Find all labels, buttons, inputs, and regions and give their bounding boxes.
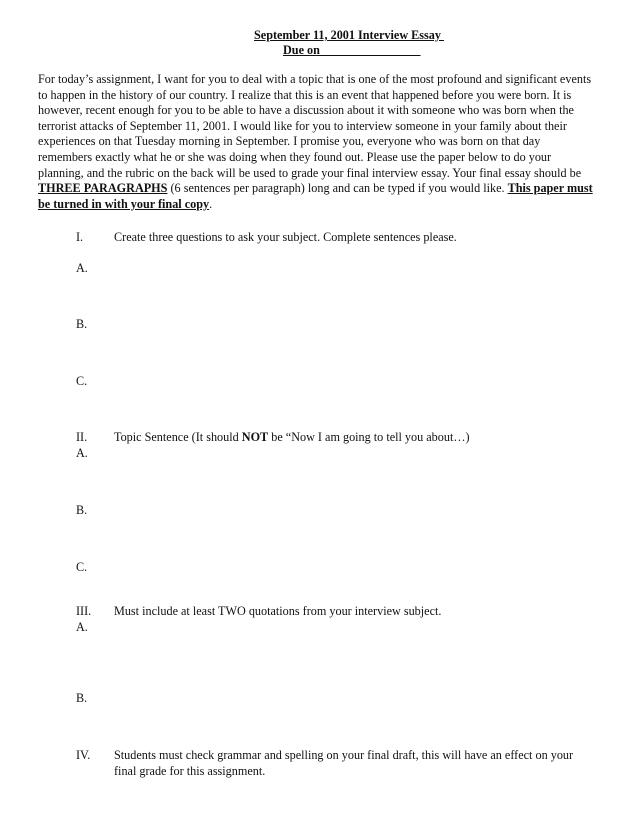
section-2-item-b: B. bbox=[76, 503, 88, 517]
section-3-instruction: Must include at least TWO quotations from your interview subject. bbox=[114, 604, 442, 618]
section-2-text-pre: Topic Sentence (It should bbox=[114, 430, 242, 444]
section-2-number: II. bbox=[76, 430, 88, 444]
section-4-instruction-line1: Students must check grammar and spelling on your final draft, this will have an effect on your bbox=[114, 748, 574, 762]
section-2-text-bold: NOT bbox=[241, 430, 269, 444]
turn-in-emphasis-end: be turned in with your final copy bbox=[38, 196, 210, 211]
turn-in-emphasis-start: This paper must bbox=[507, 181, 593, 196]
section-2-item-a: A. bbox=[76, 446, 88, 460]
due-date-line: Due on ________________ bbox=[283, 43, 421, 57]
intro-line: terrorist attacks of September 11, 2001. I would like for you to interview someone in your family about their bbox=[38, 118, 567, 133]
intro-line-9 bbox=[38, 197, 613, 213]
three-paragraphs-emphasis: THREE PARAGRAPHS bbox=[38, 181, 168, 196]
intro-line: experiences on that Tuesday morning in September. I promise you, everyone who was born on that day bbox=[38, 134, 541, 149]
section-3-number: III. bbox=[76, 604, 92, 618]
intro-line: For today’s assignment, I want for you to deal with a topic that is one of the most profound and significant events bbox=[38, 72, 592, 86]
intro-paragraph bbox=[38, 72, 613, 212]
section-1-instruction: Create three questions to ask your subject. Complete sentences please. bbox=[114, 230, 457, 244]
intro-line: remembers exactly what he or she was doing when they found out. Please use the paper below to do your bbox=[38, 149, 552, 164]
section-1-item-c: C. bbox=[76, 374, 88, 388]
intro-line: planning, and the rubric on the back will be used to grade your final interview essay. Your final essay should be bbox=[38, 165, 582, 180]
intro-line-8-middle: (6 sentences per paragraph) long and can be typed if you would like. bbox=[167, 181, 508, 196]
section-2-text-post: be “Now I am going to tell you about…) bbox=[268, 430, 470, 444]
intro-line: however, recent enough for you to be able to have a discussion about it with someone who was born when the bbox=[38, 103, 574, 118]
section-1-item-a: A. bbox=[76, 261, 88, 275]
intro-line-8 bbox=[38, 181, 613, 197]
section-3-item-b: B. bbox=[76, 691, 88, 705]
section-2-item-c: C. bbox=[76, 560, 88, 574]
intro-line: to happen in the history of our country. I realize that this is an event that happened before you were born. It is bbox=[38, 87, 572, 102]
document-title: September 11, 2001 Interview Essay bbox=[254, 28, 445, 42]
section-2-instruction bbox=[114, 430, 470, 446]
section-1-number: I. bbox=[76, 230, 84, 244]
section-4-number: IV. bbox=[76, 748, 91, 762]
intro-line-9-period: . bbox=[209, 196, 213, 211]
section-1-item-b: B. bbox=[76, 317, 88, 331]
section-4-instruction-line2: final grade for this assignment. bbox=[114, 764, 266, 778]
section-3-item-a: A. bbox=[76, 620, 88, 634]
